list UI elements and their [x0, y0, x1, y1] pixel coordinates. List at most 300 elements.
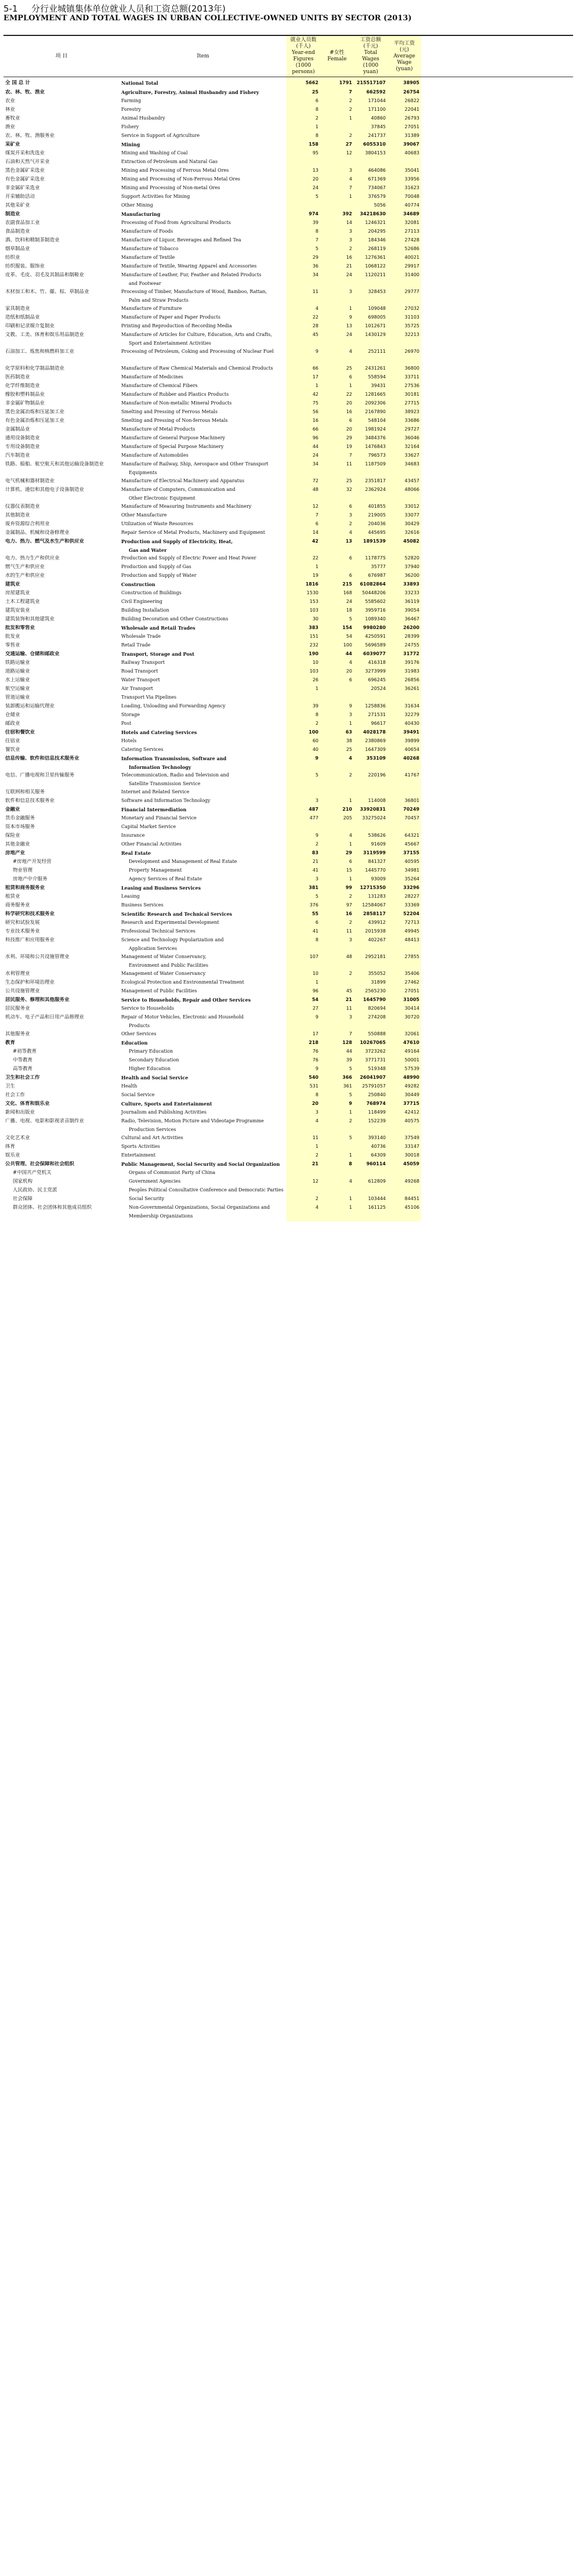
average-wage-value: 27032 [387, 306, 421, 315]
female-value: 3 [320, 289, 354, 298]
header-average-wage: 平均工资 (元) Average Wage (yuan) [387, 36, 421, 77]
wages-value: 4028178 [354, 729, 387, 738]
wages-value: 960114 [354, 1161, 387, 1170]
female-value: 2 [320, 521, 354, 530]
blank-cell [421, 738, 573, 747]
row-label-zh: 木材加工和木、竹、藤、棕、草制品业 [5, 289, 89, 295]
blank-cell [421, 798, 573, 807]
female-value [320, 281, 354, 289]
table-row [3, 1083, 573, 1092]
row-label-zh: 公共设施管理业 [5, 988, 40, 994]
table-row [3, 789, 573, 798]
wages-value: 734067 [354, 185, 387, 194]
blank-cell [421, 1101, 573, 1110]
row-label-en: Manufacture of Leather, Fur, Feather and Related Products [121, 272, 262, 277]
female-value: 154 [320, 625, 354, 634]
employed-value: 11 [287, 289, 320, 298]
table-row [3, 712, 573, 721]
wages-value: 33275024 [354, 815, 387, 824]
table-row [3, 971, 573, 980]
blank-cell [421, 833, 573, 841]
table-row [3, 496, 573, 504]
wages-value: 550888 [354, 1031, 387, 1040]
row-label-en: Animal Husbandry [121, 115, 165, 121]
table-row [3, 677, 573, 686]
row-label-en: Railway Transport [121, 660, 165, 665]
average-wage-value: 35041 [387, 168, 421, 176]
row-label-en: Catering Services [121, 747, 164, 752]
employed-value [287, 496, 320, 504]
row-label-en: Post [121, 721, 132, 726]
blank-cell [421, 1170, 573, 1179]
wages-value: 2167890 [354, 409, 387, 418]
row-label-zh: 科学研究和技术服务业 [5, 911, 55, 917]
average-wage-value: 27051 [387, 124, 421, 133]
table-row [3, 1110, 573, 1118]
blank-cell [421, 590, 573, 599]
row-label-en: Professional Technical Services [121, 928, 195, 934]
average-wage-value: 64321 [387, 833, 421, 841]
row-label-zh: 其他服务业 [5, 1031, 30, 1037]
row-label-zh: 人民政协、民主党派 [13, 1187, 57, 1193]
wages-value: 64309 [354, 1152, 387, 1161]
employed-value: 17 [287, 1031, 320, 1040]
average-wage-value: 36119 [387, 599, 421, 608]
blank-cell [421, 669, 573, 677]
female-value [320, 298, 354, 306]
female-value: 20 [320, 427, 354, 435]
female-value: 205 [320, 815, 354, 824]
employed-value [287, 357, 320, 366]
row-label-en: Manufacture of Automobiles [121, 453, 189, 458]
row-label-zh: 农副食品加工业 [5, 220, 40, 226]
wages-value: 445695 [354, 530, 387, 539]
employed-value: 2 [287, 1152, 320, 1161]
wages-value: 252111 [354, 349, 387, 357]
employed-value: 10 [287, 660, 320, 669]
average-wage-value: 40575 [387, 1118, 421, 1127]
average-wage-value: 29777 [387, 289, 421, 298]
average-wage-value [387, 496, 421, 504]
row-label-en: Water Transport [121, 677, 160, 682]
wages-value: 93009 [354, 876, 387, 885]
row-label-zh: 国家机构 [13, 1179, 33, 1184]
row-label-zh: 酒、饮料和精制茶制造业 [5, 237, 60, 243]
employed-value: 4 [287, 1118, 320, 1127]
blank-cell [421, 1205, 573, 1213]
row-label-zh: 零售业 [5, 642, 20, 648]
employed-value: 4 [287, 1205, 320, 1213]
employed-value [287, 781, 320, 789]
employed-value: 72 [287, 478, 320, 487]
row-label-zh: 渔业 [5, 124, 16, 130]
row-label-en: Ecological Protection and Environmental Treatment [121, 980, 244, 985]
average-wage-value: 29917 [387, 263, 421, 272]
average-wage-value: 70048 [387, 194, 421, 203]
table-row [3, 721, 573, 729]
blank-cell [421, 1092, 573, 1101]
employed-value: 1 [287, 124, 320, 133]
row-label-en: Mining [121, 142, 140, 147]
row-label-en: and Footwear [129, 281, 161, 286]
blank-cell [421, 478, 573, 487]
row-label-zh: 铁路运输业 [5, 660, 30, 666]
row-label-zh: 批发业 [5, 634, 20, 640]
employed-value: 153 [287, 599, 320, 608]
blank-cell [421, 1161, 573, 1170]
average-wage-value: 36467 [387, 616, 421, 625]
average-wage-value: 33711 [387, 374, 421, 383]
row-label-zh: 批发和零售业 [5, 625, 35, 631]
row-label-en: Fishery [121, 124, 139, 129]
table-row [3, 824, 573, 833]
wages-value: 204036 [354, 521, 387, 530]
average-wage-value: 26793 [387, 115, 421, 124]
row-label-zh [3, 946, 119, 954]
employed-value: 76 [287, 1049, 320, 1057]
employed-value: 9 [287, 1066, 320, 1075]
employed-value: 151 [287, 634, 320, 642]
row-label-en: Manufacture of Furniture [121, 306, 182, 311]
female-value [320, 1170, 354, 1179]
blank-cell [421, 496, 573, 504]
row-label-zh: 交通运输、仓储和邮政业 [5, 651, 60, 657]
female-value [320, 124, 354, 133]
blank-cell [421, 470, 573, 478]
average-wage-value: 31772 [387, 651, 421, 660]
employed-value: 24 [287, 453, 320, 461]
employed-value [287, 203, 320, 211]
average-wage-value: 32081 [387, 220, 421, 229]
wages-value [354, 470, 387, 478]
blank-cell [421, 435, 573, 444]
row-label-zh: 水利管理业 [5, 971, 30, 977]
blank-cell [421, 504, 573, 512]
table-row [3, 911, 573, 920]
employed-value: 3 [287, 1110, 320, 1118]
wages-value: 2015938 [354, 928, 387, 937]
employed-value: 27 [287, 1006, 320, 1014]
row-label-en: Manufacture of Raw Chemical Materials and Chemical Products [121, 366, 273, 371]
row-label-zh: 化学纤维制造业 [5, 383, 40, 389]
row-label-en: Management of Water Conservancy [121, 971, 206, 976]
row-label-en: Manufacture of Textile, Wearing Apparel and Accessories [121, 263, 257, 269]
employed-value: 96 [287, 435, 320, 444]
female-value: 44 [320, 651, 354, 660]
blank-cell [421, 876, 573, 885]
blank-cell [421, 409, 573, 418]
row-label-zh [3, 1213, 119, 1222]
wages-value [354, 496, 387, 504]
table-body [3, 77, 573, 1222]
blank-cell [421, 729, 573, 738]
blank-cell [421, 686, 573, 695]
table-row [3, 599, 573, 608]
wages-value: 353109 [354, 756, 387, 764]
employed-value: 96 [287, 988, 320, 997]
table-row [3, 349, 573, 357]
wages-value: 3273999 [354, 669, 387, 677]
row-label-en: Smelting and Pressing of Ferrous Metals [121, 409, 218, 414]
wages-value: 31899 [354, 980, 387, 988]
female-value: 7 [320, 1031, 354, 1040]
employed-value: 8 [287, 107, 320, 115]
row-label-zh: 纺织服装、服饰业 [5, 263, 45, 269]
blank-cell [421, 289, 573, 298]
female-value: 9 [320, 1101, 354, 1110]
wages-value: 2952181 [354, 954, 387, 963]
row-label-en: Wholesale Trade [121, 634, 161, 639]
average-wage-value: 27462 [387, 980, 421, 988]
blank-cell [421, 444, 573, 453]
blank-cell [421, 1213, 573, 1222]
employed-value [287, 1213, 320, 1222]
wages-value: 662592 [354, 89, 387, 98]
wages-value: 152239 [354, 1118, 387, 1127]
table-row [3, 487, 573, 496]
wages-value [354, 1023, 387, 1031]
row-label-en: Real Estate [121, 850, 151, 856]
blank-cell [421, 383, 573, 392]
row-label-zh: 橡胶和塑料制品业 [5, 392, 45, 398]
average-wage-value: 33369 [387, 902, 421, 911]
employed-value: 39 [287, 220, 320, 229]
blank-cell [421, 211, 573, 220]
row-label-en: Construction [121, 581, 155, 587]
wages-value: 6055310 [354, 142, 387, 150]
row-label-en: Business Services [121, 902, 164, 908]
row-label-en: Science and Technology Popularization and [121, 937, 224, 942]
average-wage-value: 33296 [387, 885, 421, 894]
employed-value: 487 [287, 807, 320, 815]
row-label-zh: 家具制造业 [5, 306, 30, 312]
row-label-en: Journalism and Publishing Activities [121, 1110, 207, 1115]
wages-value: 328453 [354, 289, 387, 298]
female-value: 16 [320, 409, 354, 418]
row-label-zh: 信息传输、软件和信息技术服务业 [5, 756, 79, 761]
employed-value: 66 [287, 427, 320, 435]
row-label-en: Health and Social Service [121, 1075, 189, 1081]
blank-cell [421, 115, 573, 124]
row-label-en: Production and Supply of Electric Power and Heat Power [121, 555, 256, 561]
average-wage-value: 40683 [387, 150, 421, 159]
row-label-en: Manufacture of Liquor, Beverages and Refined Tea [121, 237, 241, 243]
wages-value: 2362924 [354, 487, 387, 496]
wages-value: 538626 [354, 833, 387, 841]
employed-value: 95 [287, 150, 320, 159]
row-label-zh: 文化艺术业 [5, 1135, 30, 1141]
employed-value: 26 [287, 677, 320, 686]
row-label-en: Wholesale and Retail Trades [121, 625, 195, 631]
wages-value: 50448206 [354, 590, 387, 599]
row-label-zh: 建筑装饰和其他建筑业 [5, 616, 55, 622]
blank-cell [421, 651, 573, 660]
wages-value: 558594 [354, 374, 387, 383]
blank-cell [421, 634, 573, 642]
average-wage-value: 31634 [387, 703, 421, 712]
employed-value: 103 [287, 608, 320, 616]
blank-cell [421, 306, 573, 315]
blank-cell [421, 142, 573, 150]
row-label-zh: #房地产开发经营 [13, 859, 52, 865]
female-value [320, 564, 354, 573]
employed-value: 8 [287, 133, 320, 142]
wages-value: 3771731 [354, 1057, 387, 1066]
table-row [3, 255, 573, 263]
table-row [3, 1152, 573, 1161]
table-row [3, 220, 573, 229]
employed-value [287, 1023, 320, 1031]
blank-cell [421, 315, 573, 323]
wages-value [354, 281, 387, 289]
row-label-en: National Total [121, 80, 158, 86]
wages-value: 1258836 [354, 703, 387, 712]
blank-cell [421, 124, 573, 133]
wages-value [354, 1187, 387, 1196]
table-row [3, 555, 573, 564]
employed-value: 25 [287, 89, 320, 98]
employed-value: 20 [287, 176, 320, 185]
row-label-zh: 卫生 [5, 1083, 16, 1089]
wages-value: 274208 [354, 1014, 387, 1023]
row-label-zh: 土木工程建筑业 [5, 599, 40, 605]
row-label-zh: 仓储业 [5, 712, 20, 718]
average-wage-value [387, 1213, 421, 1222]
blank-cell [421, 677, 573, 686]
average-wage-value: 33077 [387, 512, 421, 521]
blank-cell [421, 237, 573, 246]
row-label-en: Manufacture of Railway, Ship, Aerospace and Other Transport [121, 461, 269, 467]
row-label-zh: 文教、工美、体育和娱乐用品制造业 [5, 332, 85, 338]
average-wage-value: 39176 [387, 660, 421, 669]
wages-value: 5696589 [354, 642, 387, 651]
average-wage-value: 49164 [387, 1049, 421, 1057]
row-label-zh: 其他制造业 [5, 512, 30, 518]
blank-cell [421, 220, 573, 229]
row-label-zh: 水上运输业 [5, 677, 30, 683]
female-value: 7 [320, 185, 354, 194]
header-employed: 就业人员数 (千人) Year-end Figures (1000 persons) [287, 36, 320, 77]
table-row [3, 1075, 573, 1083]
employed-value [287, 946, 320, 954]
blank-cell [421, 928, 573, 937]
row-label-en: Mining and Processing of Non-Ferrous Metal Ores [121, 176, 241, 182]
row-label-en: Transport Via Pipelines [121, 695, 177, 700]
blank-cell [421, 772, 573, 781]
row-label-zh: 电气机械和器材制造业 [5, 478, 55, 484]
employed-value: 30 [287, 616, 320, 625]
row-label-en: Management of Public Facilities [121, 988, 197, 993]
average-wage-value: 45106 [387, 1205, 421, 1213]
wages-value: 355052 [354, 971, 387, 980]
row-label-zh: 有色金属冶炼和压延加工业 [5, 418, 65, 424]
average-wage-value: 32616 [387, 530, 421, 539]
female-value: 128 [320, 1040, 354, 1049]
table-row [3, 1196, 573, 1205]
average-wage-value: 33627 [387, 453, 421, 461]
row-label-en: Internet and Related Service [121, 789, 190, 794]
row-label-zh: 保险业 [5, 833, 20, 839]
average-wage-value [387, 946, 421, 954]
average-wage-value: 36261 [387, 686, 421, 695]
employed-value: 2 [287, 115, 320, 124]
wages-value: 416318 [354, 660, 387, 669]
row-label-en: Manufacture of Computers, Communication and [121, 487, 236, 492]
female-value: 3 [320, 237, 354, 246]
female-value: 3 [320, 712, 354, 721]
wages-value: 548104 [354, 418, 387, 427]
female-value: 25 [320, 478, 354, 487]
table-row [3, 203, 573, 211]
average-wage-value [387, 1023, 421, 1031]
row-label-zh: 水利、环境和公共设施管理业 [5, 954, 70, 960]
blank-cell [421, 807, 573, 815]
employed-value: 1816 [287, 581, 320, 590]
table-row [3, 841, 573, 850]
row-label-en [119, 357, 287, 366]
row-label-zh: 制造业 [5, 211, 20, 217]
table-row [3, 211, 573, 220]
row-label-en: Civil Engineering [121, 599, 162, 604]
table-row [3, 133, 573, 142]
employed-value: 54 [287, 997, 320, 1006]
row-label-en: Membership Organizations [129, 1213, 193, 1219]
female-value: 3 [320, 937, 354, 946]
row-label-zh: 娱乐业 [5, 1152, 20, 1158]
female-value [320, 686, 354, 695]
blank-cell [421, 868, 573, 876]
blank-cell [421, 1040, 573, 1049]
female-value: 63 [320, 729, 354, 738]
female-value: 2 [320, 107, 354, 115]
wages-value: 114008 [354, 798, 387, 807]
row-label-zh: #初等教育 [13, 1049, 37, 1054]
blank-cell [421, 194, 573, 203]
table-row [3, 107, 573, 115]
table-header-row [3, 36, 573, 77]
average-wage-value: 36200 [387, 573, 421, 581]
row-label-en: Hotels and Catering Services [121, 729, 197, 735]
female-value: 7 [320, 89, 354, 98]
blank-cell [421, 89, 573, 98]
employed-value: 12 [287, 504, 320, 512]
row-label-zh: 生态保护和环境治理业 [5, 980, 55, 985]
average-wage-value: 36046 [387, 435, 421, 444]
row-label-en: Sports Activities [121, 1144, 160, 1149]
female-value: 24 [320, 332, 354, 341]
female-value: 11 [320, 461, 354, 470]
row-label-zh: 航空运输业 [5, 686, 30, 692]
female-value: 1 [320, 841, 354, 850]
table-row [3, 357, 573, 366]
row-label-en: Farming [121, 98, 142, 103]
average-wage-value: 26856 [387, 677, 421, 686]
row-label-en: Loading, Unloading and Forwarding Agency [121, 703, 226, 709]
female-value [320, 764, 354, 772]
employed-value: 383 [287, 625, 320, 634]
wages-value: 1120211 [354, 272, 387, 281]
blank-cell [421, 885, 573, 894]
table-row [3, 616, 573, 625]
wages-value: 1981924 [354, 427, 387, 435]
average-wage-value: 38923 [387, 409, 421, 418]
table-row [3, 1205, 573, 1213]
row-label-zh: 专用设备制造业 [5, 444, 40, 450]
blank-cell [421, 487, 573, 496]
blank-cell [421, 815, 573, 824]
table-row [3, 850, 573, 859]
row-label-en: Repair Service of Metal Products, Machinery and Equipment [121, 530, 265, 535]
